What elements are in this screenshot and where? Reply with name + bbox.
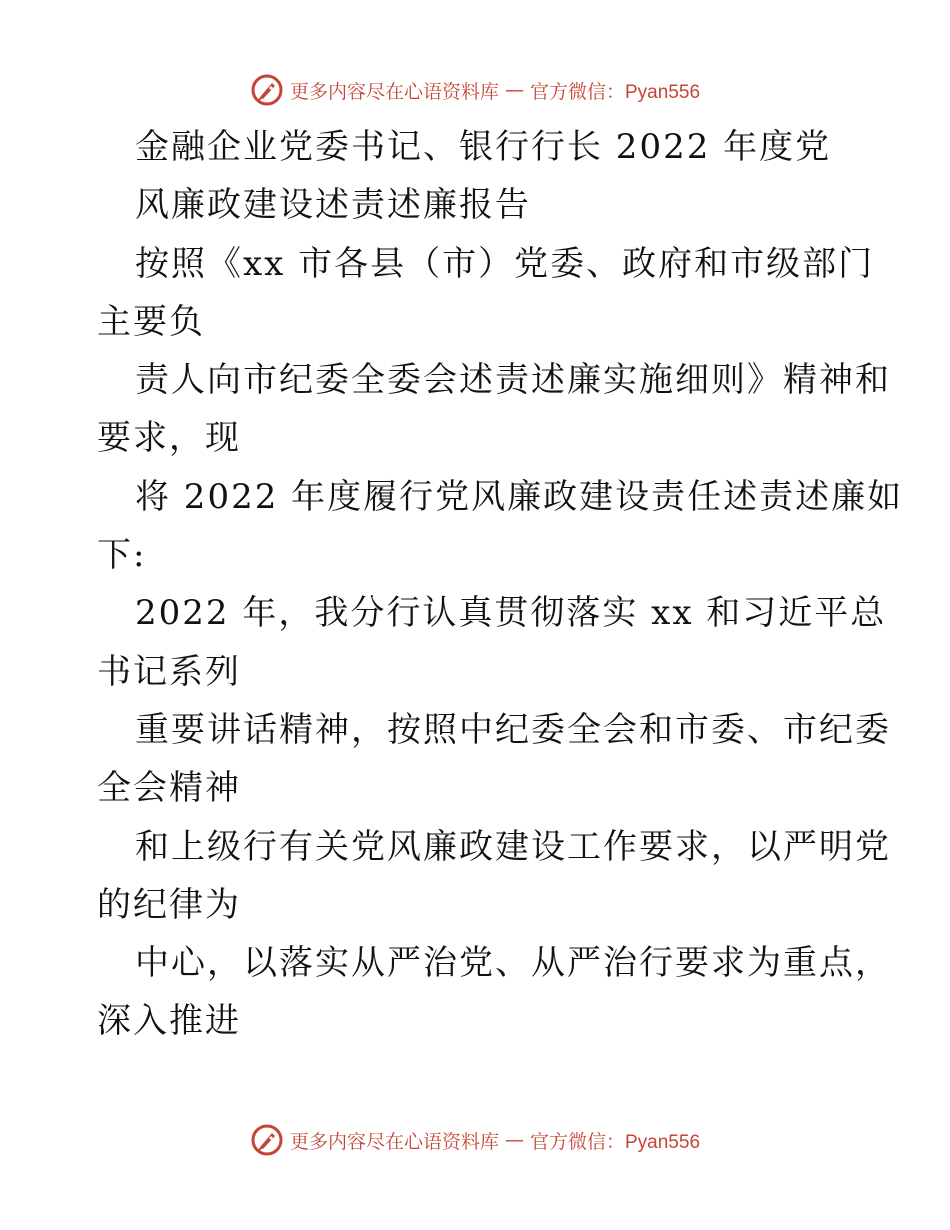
watermark-footer [0,1120,950,1160]
paragraph-line: 按照《xx 市各县（市）党委、政府和市级部门 [135,243,875,284]
watermark-separator: — [505,1129,524,1151]
watermark-separator: — [505,79,524,101]
paragraph-line: 重要讲话精神，按照中纪委全会和市委、市纪委 [135,709,891,750]
watermark-text: 更多内容尽在心语资料库 [289,1130,499,1153]
paragraph-line: 主要负 [97,301,205,342]
pen-nib-logo-icon [250,1123,284,1157]
watermark-contact: 官方微信：Pyan556 [530,81,701,103]
paragraph-line: 的纪律为 [97,884,241,925]
paragraph-line: 下: [97,535,147,576]
watermark-text: 更多内容尽在心语资料库 [289,80,499,103]
paragraph-line: 和上级行有关党风廉政建设工作要求，以严明党 [135,826,891,867]
title-line-2: 风廉政建设述责述廉报告 [135,185,531,226]
paragraph-line: 要求，现 [97,418,241,459]
watermark-contact: 官方微信：Pyan556 [530,1131,701,1153]
paragraph-line: 2022 年，我分行认真贯彻落实 xx 和习近平总 [135,593,887,634]
paragraph-line: 中心，以落实从严治党、从严治行要求为重点， [135,943,891,984]
document-body [97,118,904,1051]
paragraph-line: 将 2022 年度履行党风廉政建设责任述责述廉如 [135,476,904,517]
pen-nib-logo-icon [250,73,284,107]
watermark-header [0,70,950,110]
title-line-1: 金融企业党委书记、银行行长 2022 年度党 [135,127,832,167]
paragraph-line: 深入推进 [97,1001,241,1042]
paragraph-line: 全会精神 [97,768,241,809]
paragraph-line: 书记系列 [97,651,241,692]
paragraph-line: 责人向市纪委全委会述责述廉实施细则》精神和 [135,360,891,401]
